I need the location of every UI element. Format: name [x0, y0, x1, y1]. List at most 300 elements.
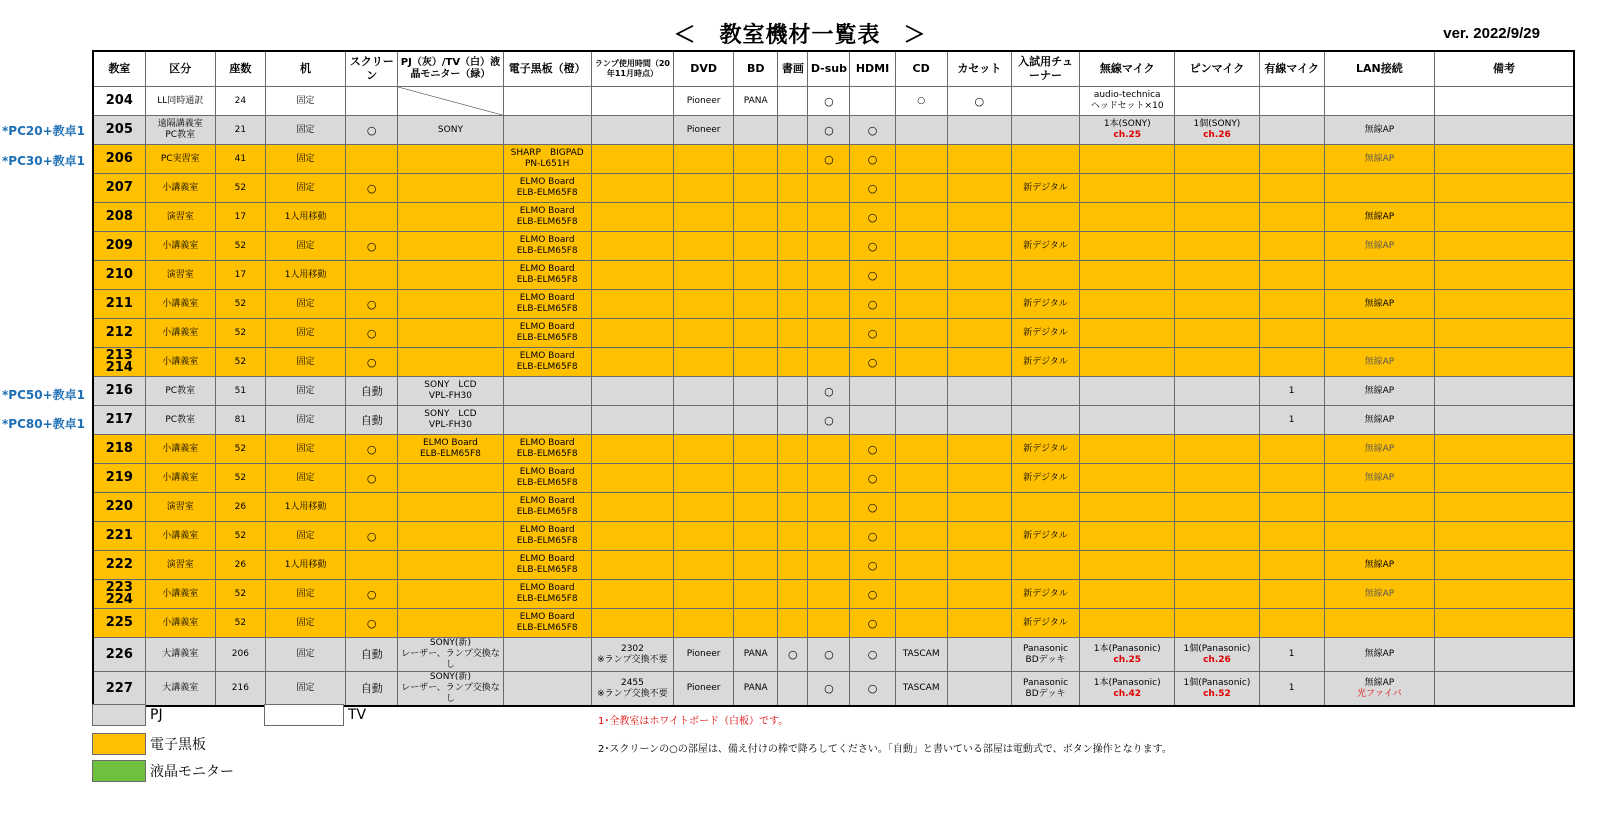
cell-pin-mic	[1175, 232, 1259, 261]
lan-value: 無線AP	[1364, 414, 1395, 425]
cell-pj	[398, 580, 503, 609]
cell-wireless-mic	[1080, 174, 1175, 203]
cell-ewb-line: ELB-ELM65F8	[516, 304, 578, 314]
equipment-table	[92, 50, 1575, 707]
cell-screen	[346, 406, 398, 435]
cell-shoga	[778, 435, 808, 464]
cell-wireless-mic	[1080, 87, 1175, 116]
cell-desk-line: 固定	[296, 356, 315, 367]
cell-wireless-mic	[1080, 464, 1175, 493]
cell-screen-line: 自動	[360, 413, 383, 427]
cell-kubun	[145, 145, 215, 174]
cell-remarks	[1435, 319, 1574, 348]
cell-screen-line: ○	[366, 297, 377, 311]
room-number-line: 208	[105, 209, 133, 224]
cell-shoga	[778, 203, 808, 232]
cell-wireless-mic-line: audio-technica	[1093, 90, 1161, 100]
cell-wired-mic	[1259, 406, 1324, 435]
cell-dvd	[674, 551, 734, 580]
cell-dvd	[674, 435, 734, 464]
room-number	[93, 493, 145, 522]
cell-cd	[895, 672, 947, 707]
cell-desk-line: 固定	[296, 617, 315, 628]
room-number	[93, 203, 145, 232]
column-header	[1435, 51, 1574, 87]
cell-bd	[734, 87, 778, 116]
cell-cd	[895, 522, 947, 551]
cell-cd-line: TASCAM	[902, 649, 940, 659]
cell-dsub	[808, 464, 850, 493]
cell-dsub	[808, 348, 850, 377]
cell-desk	[265, 672, 345, 707]
room-number	[93, 145, 145, 174]
cell-remarks	[1435, 551, 1574, 580]
cell-lamp	[591, 580, 673, 609]
cell-tuner-line: 新デジタル	[1023, 327, 1068, 338]
cell-hdmi	[850, 522, 895, 551]
column-header	[1080, 51, 1175, 87]
column-header-line: ランプ使用時間	[594, 59, 651, 68]
cell-hdmi	[850, 406, 895, 435]
cell-tuner	[1011, 522, 1079, 551]
cell-screen-line: ○	[366, 355, 377, 369]
lan-value: 無線AP	[1364, 356, 1395, 367]
wireless-mic-channel: ch.25	[1113, 654, 1142, 665]
cell-lan	[1324, 672, 1434, 707]
cell-seats-line: 17	[234, 269, 247, 280]
cell-desk	[265, 406, 345, 435]
cell-kubun-line: 小講義室	[162, 530, 199, 541]
cell-bd	[734, 609, 778, 638]
cell-kubun-line: 小講義室	[162, 298, 199, 309]
cell-bd	[734, 377, 778, 406]
cell-screen	[346, 377, 398, 406]
cell-hdmi-line: ○	[867, 471, 878, 485]
column-header-line: 教室	[108, 62, 131, 75]
cell-wired-mic	[1259, 87, 1324, 116]
column-header-line: 机	[300, 62, 312, 75]
cell-screen	[346, 232, 398, 261]
cell-screen	[346, 464, 398, 493]
cell-desk-line: 固定	[296, 124, 315, 135]
room-number	[93, 232, 145, 261]
cell-dvd	[674, 116, 734, 145]
cell-tuner	[1011, 551, 1079, 580]
cell-hdmi-line: ○	[867, 268, 878, 282]
cell-wired-mic	[1259, 232, 1324, 261]
cell-pj	[398, 609, 503, 638]
cell-cd	[895, 174, 947, 203]
cell-dvd	[674, 319, 734, 348]
cell-dsub	[808, 493, 850, 522]
cell-cd	[895, 435, 947, 464]
cell-dsub	[808, 609, 850, 638]
cell-wired-mic	[1259, 116, 1324, 145]
cell-kubun-line: 演習室	[166, 501, 194, 512]
cell-seats-line: 52	[234, 327, 247, 338]
cell-lamp	[591, 551, 673, 580]
column-header-line: ピンマイク	[1189, 62, 1245, 75]
pc-count-note: *PC50+教卓1	[2, 388, 85, 402]
cell-hdmi-line: ○	[867, 500, 878, 514]
cell-tuner-line: BDデッキ	[1025, 654, 1066, 665]
cell-ewb	[503, 232, 591, 261]
cell-bd	[734, 551, 778, 580]
cell-pj	[398, 638, 503, 672]
cell-seats	[215, 522, 265, 551]
column-header	[503, 51, 591, 87]
table-row	[93, 377, 1574, 406]
cell-desk-line: 固定	[296, 298, 315, 309]
cell-ewb-line: ELMO Board	[519, 177, 575, 187]
cell-bd	[734, 319, 778, 348]
cell-wireless-mic	[1080, 551, 1175, 580]
room-number-line: 218	[105, 441, 133, 456]
cell-hdmi-line: ○	[867, 529, 878, 543]
cell-cassette	[947, 377, 1011, 406]
cell-cd	[895, 464, 947, 493]
cell-cd	[895, 638, 947, 672]
cell-pj	[398, 377, 503, 406]
cell-kubun-line: 大講義室	[162, 649, 199, 659]
room-number-line: 206	[105, 151, 133, 166]
cell-dvd	[674, 672, 734, 707]
cell-tuner-line: 新デジタル	[1023, 298, 1068, 309]
cell-tuner-line: 新デジタル	[1023, 443, 1068, 454]
legend-label: 液晶モニター	[150, 764, 234, 780]
cell-seats-line: 52	[234, 182, 247, 193]
cell-dsub	[808, 174, 850, 203]
cell-shoga	[778, 406, 808, 435]
cell-wired-mic	[1259, 493, 1324, 522]
cell-hdmi	[850, 493, 895, 522]
cell-dvd	[674, 203, 734, 232]
table-row	[93, 580, 1574, 609]
cell-ewb	[503, 672, 591, 707]
cell-screen	[346, 290, 398, 319]
column-header	[1324, 51, 1434, 87]
cell-wireless-mic	[1080, 580, 1175, 609]
cell-seats	[215, 435, 265, 464]
cell-pj	[398, 522, 503, 551]
cell-dsub	[808, 522, 850, 551]
cell-shoga	[778, 145, 808, 174]
cell-shoga	[778, 348, 808, 377]
cell-screen	[346, 435, 398, 464]
table-row	[93, 174, 1574, 203]
cell-lan	[1324, 174, 1434, 203]
cell-ewb	[503, 290, 591, 319]
pin-mic-channel: ch.26	[1203, 130, 1231, 140]
cell-shoga	[778, 290, 808, 319]
column-header-line: 座数	[229, 62, 252, 75]
cell-lan	[1324, 406, 1434, 435]
cell-cassette	[947, 232, 1011, 261]
column-header	[346, 51, 398, 87]
cell-hdmi-line: ○	[867, 326, 878, 340]
lan-value: 無線AP	[1364, 559, 1395, 570]
cell-cd	[895, 377, 947, 406]
cell-ewb-line: ELB-ELM65F8	[516, 536, 578, 546]
cell-cassette	[947, 522, 1011, 551]
cell-lamp	[591, 116, 673, 145]
lan-value: 無線AP	[1364, 240, 1395, 251]
cell-pj-line: ELB-ELM65F8	[419, 449, 481, 459]
cell-wireless-mic	[1080, 435, 1175, 464]
cell-kubun	[145, 609, 215, 638]
column-header	[398, 51, 503, 87]
cell-wireless-mic-line: ヘッドセット×10	[1090, 101, 1164, 111]
lan-value: 無線AP	[1364, 211, 1395, 222]
cell-ewb-line: ELB-ELM65F8	[516, 478, 578, 488]
cell-cassette	[947, 145, 1011, 174]
cell-seats	[215, 551, 265, 580]
cell-pin-mic	[1175, 551, 1259, 580]
cell-hdmi-line: ○	[867, 239, 878, 253]
cell-bd	[734, 464, 778, 493]
room-number-line: 222	[105, 557, 133, 572]
cell-cassette	[947, 203, 1011, 232]
cell-wired-mic	[1259, 203, 1324, 232]
cell-kubun-line: 小講義室	[162, 240, 199, 251]
cell-pin-mic	[1175, 638, 1259, 672]
diagonal-line	[398, 87, 502, 115]
cell-seats	[215, 672, 265, 707]
cell-ewb-line: ELB-ELM65F8	[516, 507, 578, 517]
table-row	[93, 348, 1574, 377]
cell-remarks	[1435, 672, 1574, 707]
cell-lan	[1324, 348, 1434, 377]
cell-dvd-line: Pioneer	[686, 649, 721, 659]
cell-hdmi	[850, 672, 895, 707]
cell-tuner-line: 新デジタル	[1023, 588, 1068, 599]
cell-hdmi-line: ○	[867, 297, 878, 311]
lan-value: 無線AP	[1364, 153, 1395, 164]
cell-cd	[895, 87, 947, 116]
cell-hdmi-line: ○	[867, 152, 878, 166]
cell-desk	[265, 551, 345, 580]
cell-hdmi	[850, 319, 895, 348]
cell-cassette	[947, 116, 1011, 145]
cell-dsub-line: ○	[824, 413, 834, 427]
cell-pj-line: SONY(新)	[429, 638, 471, 648]
table-row	[93, 672, 1574, 707]
cell-dsub-line: ○	[824, 648, 834, 661]
cell-kubun	[145, 377, 215, 406]
cell-dsub	[808, 672, 850, 707]
cell-desk-line: 固定	[296, 153, 315, 164]
column-header	[1175, 51, 1259, 87]
cell-screen-line: ○	[366, 123, 377, 137]
table-row	[93, 406, 1574, 435]
cell-lamp	[591, 377, 673, 406]
cell-kubun-line: 小講義室	[162, 443, 199, 454]
cell-ewb	[503, 348, 591, 377]
table-row	[93, 145, 1574, 174]
cell-cassette	[947, 638, 1011, 672]
cell-remarks	[1435, 348, 1574, 377]
cell-cd-line: ○	[917, 95, 926, 106]
cell-dvd	[674, 290, 734, 319]
column-header	[674, 51, 734, 87]
cell-seats	[215, 493, 265, 522]
cell-screen-line: 自動	[360, 682, 383, 695]
cell-tuner-line: BDデッキ	[1025, 688, 1066, 699]
column-header-line: 無線マイク	[1099, 62, 1155, 75]
cell-pin-mic	[1175, 290, 1259, 319]
room-number-line: 204	[105, 93, 133, 108]
cell-kubun	[145, 290, 215, 319]
cell-bd	[734, 261, 778, 290]
column-header	[265, 51, 345, 87]
cell-dvd	[674, 609, 734, 638]
cell-screen	[346, 116, 398, 145]
cell-desk	[265, 435, 345, 464]
cell-screen-line: 自動	[360, 384, 383, 398]
cell-hdmi-line: ○	[867, 587, 878, 601]
cell-dsub	[808, 232, 850, 261]
cell-pin-mic	[1175, 464, 1259, 493]
cell-kubun-line: 演習室	[166, 559, 194, 570]
cell-seats	[215, 203, 265, 232]
cell-screen	[346, 638, 398, 672]
column-header-line: LAN接続	[1356, 62, 1403, 75]
cell-screen-line: ○	[366, 239, 377, 253]
cell-lan	[1324, 638, 1434, 672]
cell-lan	[1324, 203, 1434, 232]
cell-cassette	[947, 493, 1011, 522]
cell-remarks	[1435, 464, 1574, 493]
cell-pj	[398, 551, 503, 580]
cell-shoga	[778, 116, 808, 145]
cell-shoga	[778, 464, 808, 493]
cell-shoga	[778, 174, 808, 203]
room-number	[93, 580, 145, 609]
column-header	[591, 51, 673, 87]
cell-wireless-mic-line: 1本(Panasonic)	[1093, 677, 1161, 688]
cell-bd	[734, 203, 778, 232]
room-number	[93, 174, 145, 203]
cell-pj	[398, 290, 503, 319]
cell-wireless-mic	[1080, 406, 1175, 435]
cell-wired-mic	[1259, 580, 1324, 609]
cell-ewb	[503, 464, 591, 493]
cell-wired-mic	[1259, 174, 1324, 203]
cell-dvd	[674, 493, 734, 522]
column-header-line: CD	[912, 62, 930, 75]
column-header	[734, 51, 778, 87]
cell-wired-mic	[1259, 435, 1324, 464]
room-number-line: 226	[105, 646, 133, 662]
cell-kubun	[145, 435, 215, 464]
cell-screen	[346, 672, 398, 707]
cell-wired-mic	[1259, 464, 1324, 493]
legend-item	[92, 760, 234, 782]
column-header-line: BD	[746, 62, 765, 75]
room-number	[93, 435, 145, 464]
cell-pin-mic	[1175, 522, 1259, 551]
cell-cassette	[947, 290, 1011, 319]
cell-kubun	[145, 174, 215, 203]
cell-dsub	[808, 435, 850, 464]
cell-seats-line: 17	[234, 211, 247, 222]
column-header	[895, 51, 947, 87]
cell-desk	[265, 522, 345, 551]
cell-wireless-mic	[1080, 672, 1175, 707]
cell-bd	[734, 174, 778, 203]
legend-swatch	[92, 733, 146, 755]
cell-wireless-mic	[1080, 290, 1175, 319]
column-header	[93, 51, 145, 87]
cell-desk	[265, 319, 345, 348]
cell-pin-mic	[1175, 580, 1259, 609]
cell-desk-line: 1人用移動	[284, 269, 327, 280]
cell-tuner-line: 新デジタル	[1023, 617, 1068, 628]
cell-dvd	[674, 406, 734, 435]
cell-cd	[895, 116, 947, 145]
cell-wired-mic	[1259, 672, 1324, 707]
cell-pj	[398, 174, 503, 203]
cell-wired-mic-line: 1	[1288, 683, 1295, 693]
cell-kubun	[145, 464, 215, 493]
cell-cd	[895, 290, 947, 319]
cell-remarks	[1435, 145, 1574, 174]
lan-value: 無線AP	[1364, 124, 1395, 135]
legend-label: PJ	[150, 707, 163, 723]
cell-screen-line: ○	[366, 529, 377, 543]
cell-wired-mic	[1259, 290, 1324, 319]
cell-pin-mic	[1175, 406, 1259, 435]
cell-kubun	[145, 232, 215, 261]
cell-desk-line: 固定	[296, 182, 315, 193]
pc-count-note: *PC80+教卓1	[2, 417, 85, 432]
cell-hdmi	[850, 145, 895, 174]
cell-dsub	[808, 290, 850, 319]
cell-bd	[734, 232, 778, 261]
room-number	[93, 261, 145, 290]
cell-pj	[398, 348, 503, 377]
cell-shoga	[778, 87, 808, 116]
cell-dvd	[674, 580, 734, 609]
cell-tuner	[1011, 232, 1079, 261]
cell-desk	[265, 464, 345, 493]
cell-seats-line: 52	[234, 472, 247, 483]
cell-dvd	[674, 638, 734, 672]
cell-hdmi-line: ○	[867, 558, 878, 572]
cell-kubun	[145, 319, 215, 348]
column-header-line: 液晶モニター（緑）	[410, 57, 501, 80]
column-header-line: PJ（灰）/TV（白）	[400, 57, 491, 68]
cell-ewb	[503, 406, 591, 435]
cell-ewb-line: ELMO Board	[519, 554, 575, 564]
room-number	[93, 522, 145, 551]
cell-dvd	[674, 377, 734, 406]
cell-remarks	[1435, 232, 1574, 261]
cell-hdmi-line: ○	[867, 616, 878, 630]
cell-desk	[265, 290, 345, 319]
column-header-line: DVD	[690, 62, 717, 75]
cell-pin-mic	[1175, 174, 1259, 203]
cell-pj-line: SONY	[437, 124, 463, 135]
cell-tuner-line: Panasonic	[1022, 677, 1069, 688]
cell-wireless-mic	[1080, 232, 1175, 261]
footnote: 1･全教室はホワイトボード（白板）です。	[598, 716, 789, 727]
cell-ewb-line: SHARP BIGPAD	[510, 148, 584, 158]
cell-kubun-line: 小講義室	[162, 472, 199, 483]
cell-pj	[398, 493, 503, 522]
pc-count-note: *PC30+教卓1	[2, 153, 85, 168]
cell-lamp-line: 2455	[620, 677, 644, 688]
